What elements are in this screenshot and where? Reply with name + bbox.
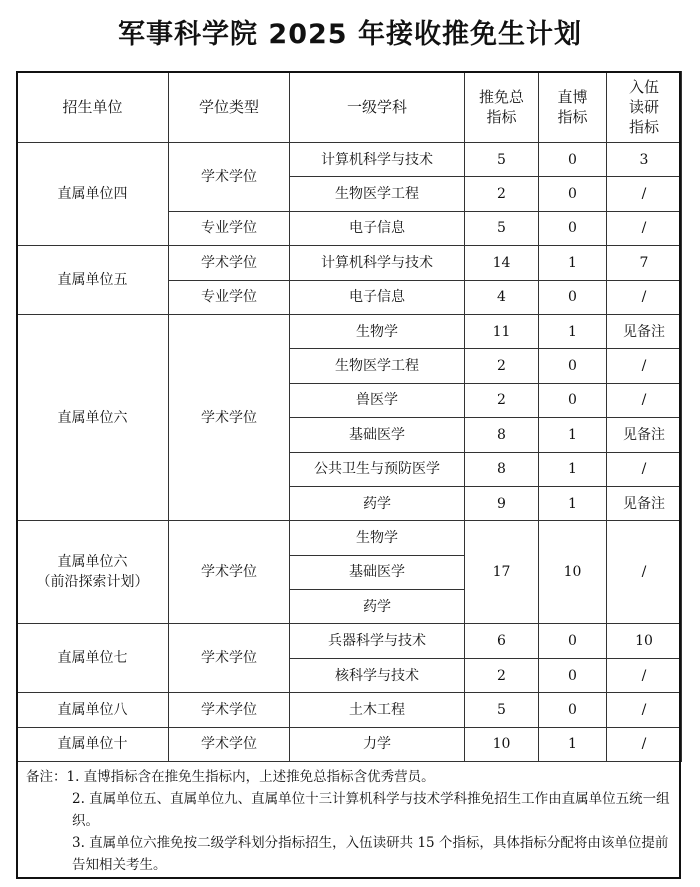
header-discipline: 一级学科	[290, 72, 465, 143]
discipline-cell: 基础医学	[290, 555, 465, 589]
discipline-cell: 基础医学	[290, 418, 465, 452]
header-total-quota-line: 指标	[486, 108, 517, 126]
total-quota-cell: 5	[465, 693, 539, 727]
total-quota-cell: 2	[465, 177, 539, 211]
header-enlist-quota-line: 读研	[628, 98, 659, 116]
discipline-cell: 电子信息	[290, 280, 465, 314]
discipline-cell: 计算机科学与技术	[290, 143, 465, 177]
degree-cell: 学术学位	[169, 246, 290, 280]
enlist-quota-cell: 见备注	[607, 418, 682, 452]
enlist-quota-cell: /	[607, 211, 682, 245]
direct-phd-cell: 1	[539, 452, 607, 486]
total-quota-cell: 14	[465, 246, 539, 280]
degree-cell: 学术学位	[169, 143, 290, 212]
direct-phd-cell: 1	[539, 314, 607, 348]
header-total-quota-line: 推免总	[478, 88, 524, 106]
unit-cell: 直属单位十	[17, 727, 169, 761]
degree-cell: 学术学位	[169, 727, 290, 761]
total-quota-cell: 8	[465, 418, 539, 452]
enlist-quota-cell: /	[607, 177, 682, 211]
discipline-cell: 生物学	[290, 314, 465, 348]
degree-cell: 专业学位	[169, 280, 290, 314]
total-quota-cell: 4	[465, 280, 539, 314]
unit-subtitle: （前沿探索计划）	[36, 574, 149, 591]
discipline-cell: 力学	[290, 727, 465, 761]
total-quota-cell: 2	[465, 349, 539, 383]
enlist-quota-cell: /	[607, 383, 682, 417]
enlist-quota-cell: /	[607, 521, 682, 624]
unit-name: 直属单位六	[57, 554, 128, 571]
page-title: 军事科学院 2025 年接收推免生计划	[118, 19, 582, 50]
header-enlist-quota-line: 指标	[628, 118, 659, 136]
enlist-quota-cell: 见备注	[607, 486, 682, 520]
discipline-cell: 土木工程	[290, 693, 465, 727]
direct-phd-cell: 0	[539, 693, 607, 727]
enlist-quota-cell: /	[607, 349, 682, 383]
degree-cell: 学术学位	[169, 521, 290, 624]
direct-phd-cell: 0	[539, 211, 607, 245]
discipline-cell: 药学	[290, 590, 465, 624]
total-quota-cell: 9	[465, 486, 539, 520]
table-outer-border	[16, 71, 681, 879]
discipline-cell: 兵器科学与技术	[290, 624, 465, 658]
enlist-quota-cell: /	[607, 452, 682, 486]
degree-cell: 学术学位	[169, 624, 290, 693]
header-direct-phd-line: 直博	[557, 88, 588, 106]
direct-phd-cell: 0	[539, 383, 607, 417]
total-quota-cell: 5	[465, 211, 539, 245]
enlist-quota-cell: 见备注	[607, 314, 682, 348]
unit-cell: 直属单位七	[17, 624, 169, 693]
enlist-quota-cell: /	[607, 658, 682, 692]
direct-phd-cell: 0	[539, 280, 607, 314]
total-quota-cell: 6	[465, 624, 539, 658]
direct-phd-cell: 1	[539, 246, 607, 280]
enlist-quota-cell: /	[607, 280, 682, 314]
direct-phd-cell: 0	[539, 143, 607, 177]
header-unit: 招生单位	[17, 72, 169, 143]
discipline-cell: 生物医学工程	[290, 177, 465, 211]
total-quota-cell: 2	[465, 383, 539, 417]
remark-line: 3. 直属单位六推免按二级学科划分指标招生，入伍读研共 15 个指标，具体指标分配将由该单位提前告知相关考生。	[72, 835, 669, 873]
direct-phd-cell: 1	[539, 418, 607, 452]
direct-phd-cell: 1	[539, 486, 607, 520]
degree-cell: 学术学位	[169, 314, 290, 520]
discipline-cell: 兽医学	[290, 383, 465, 417]
total-quota-cell: 10	[465, 727, 539, 761]
direct-phd-cell: 0	[539, 177, 607, 211]
total-quota-cell: 8	[465, 452, 539, 486]
unit-cell: 直属单位五	[17, 246, 169, 315]
remark-line: 备注：1. 直博指标含在推免生指标内，上述推免总指标含优秀营员。	[26, 769, 435, 785]
direct-phd-cell: 10	[539, 521, 607, 624]
unit-cell: 直属单位四	[17, 143, 169, 246]
direct-phd-cell: 0	[539, 349, 607, 383]
total-quota-cell: 5	[465, 143, 539, 177]
direct-phd-cell: 1	[539, 727, 607, 761]
direct-phd-cell: 0	[539, 624, 607, 658]
unit-cell: 直属单位六	[17, 314, 169, 520]
degree-cell: 专业学位	[169, 211, 290, 245]
header-direct-phd-line: 指标	[557, 108, 588, 126]
discipline-cell: 公共卫生与预防医学	[290, 452, 465, 486]
enlist-quota-cell: /	[607, 727, 682, 761]
degree-cell: 学术学位	[169, 693, 290, 727]
unit-cell: 直属单位八	[17, 693, 169, 727]
discipline-cell: 药学	[290, 486, 465, 520]
enlist-quota-cell: 3	[607, 143, 682, 177]
enlist-quota-cell: /	[607, 693, 682, 727]
enlist-quota-cell: 10	[607, 624, 682, 658]
discipline-cell: 生物学	[290, 521, 465, 555]
discipline-cell: 电子信息	[290, 211, 465, 245]
total-quota-cell: 2	[465, 658, 539, 692]
remark-line: 2. 直属单位五、直属单位九、直属单位十三计算机科学与技术学科推免招生工作由直属单位五统一组织。	[72, 791, 670, 829]
discipline-cell: 核科学与技术	[290, 658, 465, 692]
header-degree-type: 学位类型	[169, 72, 290, 143]
discipline-cell: 生物医学工程	[290, 349, 465, 383]
total-quota-cell: 17	[465, 521, 539, 624]
total-quota-cell: 11	[465, 314, 539, 348]
direct-phd-cell: 0	[539, 658, 607, 692]
discipline-cell: 计算机科学与技术	[290, 246, 465, 280]
header-enlist-quota-line: 入伍	[628, 78, 659, 96]
enlist-quota-cell: 7	[607, 246, 682, 280]
